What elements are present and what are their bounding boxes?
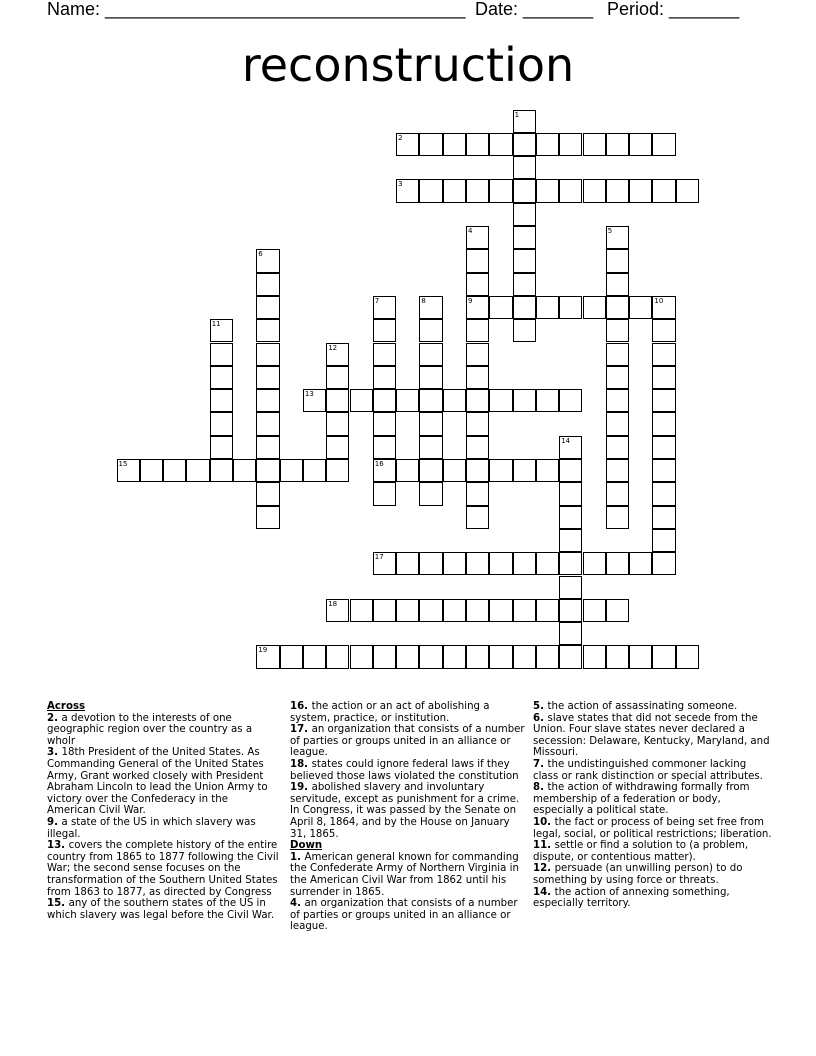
crossword-cell[interactable]: [350, 645, 373, 668]
crossword-cell[interactable]: [513, 552, 536, 575]
clue-number-label: 6: [258, 250, 263, 259]
crossword-cell[interactable]: [629, 645, 652, 668]
crossword-cell[interactable]: [256, 296, 279, 319]
crossword-cell[interactable]: [466, 506, 489, 529]
crossword-cell[interactable]: [373, 482, 396, 505]
crossword-cell[interactable]: [652, 319, 675, 342]
crossword-cell[interactable]: [373, 599, 396, 622]
crossword-cell[interactable]: [443, 645, 466, 668]
crossword-cell[interactable]: [606, 273, 629, 296]
crossword-cell[interactable]: [629, 133, 652, 156]
crossword-cell[interactable]: [466, 645, 489, 668]
crossword-cell[interactable]: [233, 459, 256, 482]
crossword-cell[interactable]: [652, 343, 675, 366]
clue-number-label: 7: [374, 296, 380, 305]
clue-number: 19.: [290, 782, 312, 794]
clue-text: the undistinguished commoner lacking class or rank distinction or special attributes.: [533, 758, 763, 782]
clue-text: American general known for commanding the Confederate Army of Northern Virginia in the American Civil War from 1862 until his surrender in 1865.: [290, 851, 519, 898]
crossword-cell[interactable]: [489, 552, 512, 575]
crossword-cell[interactable]: [559, 552, 582, 575]
crossword-cell[interactable]: [443, 179, 466, 202]
clue-number-label: 4: [468, 227, 473, 235]
across-clue-list-1: [47, 713, 279, 922]
crossword-cell[interactable]: [652, 459, 675, 482]
crossword-cell[interactable]: [606, 179, 629, 202]
crossword-cell[interactable]: [583, 645, 606, 668]
down-clue: [533, 782, 773, 817]
crossword-cell[interactable]: [606, 296, 629, 319]
across-clue: [47, 713, 279, 748]
clue-number-label: 18: [328, 599, 338, 608]
crossword-cell[interactable]: [606, 506, 629, 529]
crossword-cell[interactable]: [419, 319, 442, 342]
clue-text: an organization that consists of a number of parties or groups united in an alliance or league.: [290, 898, 518, 933]
clue-text: a devotion to the interests of one geographic region over the country as a wholr: [47, 712, 253, 747]
crossword-cell[interactable]: [210, 389, 233, 412]
clue-number: 5.: [533, 701, 548, 712]
date-field-label[interactable]: Date: _______: [475, 0, 594, 19]
crossword-cell[interactable]: [466, 389, 489, 412]
across-clue: [290, 782, 525, 840]
crossword-cell[interactable]: [256, 343, 279, 366]
crossword-cell[interactable]: [419, 459, 442, 482]
crossword-cell[interactable]: [559, 296, 582, 319]
crossword-cell[interactable]: [326, 459, 349, 482]
crossword-cell[interactable]: [513, 156, 536, 179]
crossword-cell[interactable]: [559, 459, 582, 482]
crossword-cell[interactable]: [373, 436, 396, 459]
crossword-cell[interactable]: [326, 389, 349, 412]
crossword-cell[interactable]: [606, 599, 629, 622]
crossword-cell[interactable]: [256, 273, 279, 296]
crossword-cell[interactable]: [489, 133, 512, 156]
crossword-cell[interactable]: [606, 552, 629, 575]
crossword-cell[interactable]: [303, 645, 326, 668]
crossword-cell[interactable]: [559, 599, 582, 622]
crossword-cell[interactable]: [466, 366, 489, 389]
clues-column-2: [290, 701, 525, 933]
crossword-cell[interactable]: [466, 459, 489, 482]
crossword-cell[interactable]: [280, 645, 303, 668]
crossword-cell[interactable]: [606, 412, 629, 435]
crossword-cell[interactable]: [606, 389, 629, 412]
clue-number: 4.: [290, 898, 305, 910]
crossword-cell[interactable]: [419, 179, 442, 202]
down-clue-list-2: [533, 701, 773, 910]
crossword-cell[interactable]: [559, 482, 582, 505]
crossword-cell[interactable]: [443, 459, 466, 482]
clue-text: an organization that consists of a number of parties or groups united in an alliance or league.: [290, 724, 525, 759]
crossword-cell[interactable]: [513, 459, 536, 482]
crossword-cell[interactable]: [513, 273, 536, 296]
crossword-cell[interactable]: [373, 366, 396, 389]
crossword-cell[interactable]: [559, 645, 582, 668]
crossword-cell[interactable]: [396, 389, 419, 412]
crossword-cell[interactable]: [466, 273, 489, 296]
clue-text: settle or find a solution to (a problem, dispute, or contentious matter).: [533, 840, 749, 863]
crossword-cell[interactable]: [583, 296, 606, 319]
crossword-cell[interactable]: [652, 482, 675, 505]
crossword-cell[interactable]: [210, 343, 233, 366]
clue-number: 11.: [533, 840, 555, 852]
crossword-cell[interactable]: [513, 296, 536, 319]
crossword-cell[interactable]: [513, 249, 536, 272]
crossword-cell[interactable]: [489, 296, 512, 319]
crossword-cell[interactable]: [466, 412, 489, 435]
clue-number: 9.: [47, 816, 62, 828]
clue-text: 18th President of the United States. As Commanding General of the United States Army, Grant worked closely with President Abraham Lincoln to lead the Union Army to victory over the Confederacy in the American Civil War.: [47, 747, 268, 817]
crossword-cell[interactable]: [489, 179, 512, 202]
across-clue: [47, 840, 279, 898]
crossword-cell[interactable]: [559, 622, 582, 645]
down-clue: [533, 840, 773, 863]
down-clue: [533, 701, 773, 713]
crossword-cell[interactable]: [326, 436, 349, 459]
clue-text: persuade (an unwilling person) to do something by using force or threats.: [533, 863, 743, 886]
clue-number-label: 17: [374, 553, 384, 562]
clue-text: slave states that did not secede from the Union. Four slave states never declared a secession: Delaware, Kentucky, Maryland, and Missouri.: [533, 712, 770, 759]
crossword-cell[interactable]: [676, 645, 699, 668]
clue-number: 6.: [533, 712, 548, 724]
clue-number: 17.: [290, 724, 312, 736]
crossword-cell[interactable]: [256, 319, 279, 342]
crossword-cell[interactable]: [280, 459, 303, 482]
clue-number: 2.: [47, 712, 62, 724]
crossword-cell[interactable]: [489, 389, 512, 412]
crossword-cell[interactable]: [606, 133, 629, 156]
across-heading: Across: [47, 701, 86, 712]
crossword-cell[interactable]: [350, 599, 373, 622]
clue-number: 3.: [47, 747, 62, 759]
crossword-cell[interactable]: [443, 133, 466, 156]
clue-text: covers the complete history of the entire country from 1865 to 1877 following the Civil War; the second sense focuses on the transformation of the Southern United States from 1863 to 1877, as directed by Congress: [47, 840, 279, 898]
crossword-cell[interactable]: [210, 412, 233, 435]
crossword-cell[interactable]: [583, 599, 606, 622]
clue-number: 8.: [533, 782, 548, 794]
crossword-cell[interactable]: [419, 343, 442, 366]
down-clue-list-1: [290, 852, 525, 933]
crossword-cell[interactable]: [140, 459, 163, 482]
down-clue: [290, 852, 525, 898]
crossword-cell[interactable]: [583, 179, 606, 202]
crossword-cell[interactable]: [466, 552, 489, 575]
clue-number-label: 16: [374, 460, 384, 468]
crossword-cell[interactable]: [256, 366, 279, 389]
crossword-cell[interactable]: [396, 552, 419, 575]
across-clue: [290, 701, 525, 724]
clue-number-label: 14: [561, 436, 571, 445]
crossword-cell[interactable]: [419, 412, 442, 435]
crossword-cell[interactable]: [513, 319, 536, 342]
crossword-cell[interactable]: [606, 343, 629, 366]
crossword-cell[interactable]: [326, 645, 349, 668]
crossword-cell[interactable]: [536, 296, 559, 319]
crossword-cell[interactable]: [256, 436, 279, 459]
crossword-cell[interactable]: [629, 552, 652, 575]
crossword-cell[interactable]: [652, 133, 675, 156]
clue-number-label: 1: [514, 110, 520, 119]
clue-text: the action or an act of abolishing a system, practice, or institution.: [290, 701, 490, 724]
crossword-cell[interactable]: [419, 599, 442, 622]
crossword-cell[interactable]: [652, 412, 675, 435]
crossword-cell[interactable]: [419, 436, 442, 459]
down-clue: [533, 759, 773, 782]
clue-text: the action of withdrawing formally from membership of a federation or body, especially a political state.: [533, 782, 750, 817]
crossword-cell[interactable]: [536, 552, 559, 575]
clue-number-label: 5: [607, 227, 613, 235]
crossword-cell[interactable]: [536, 599, 559, 622]
down-clue: [533, 713, 773, 759]
crossword-cell[interactable]: [373, 412, 396, 435]
crossword-cell[interactable]: [489, 645, 512, 668]
clue-number: 14.: [533, 886, 555, 898]
clue-text: states could ignore federal laws if they believed those laws violated the constitution: [290, 758, 519, 782]
crossword-cell[interactable]: [466, 133, 489, 156]
clue-number-label: 2: [398, 133, 403, 142]
clue-number: 16.: [290, 701, 312, 712]
clue-number: 15.: [47, 898, 69, 910]
crossword-cell[interactable]: [419, 645, 442, 668]
crossword-cell[interactable]: [606, 249, 629, 272]
crossword-cell[interactable]: [536, 389, 559, 412]
clue-number: 12.: [533, 863, 555, 875]
crossword-cell[interactable]: [256, 459, 279, 482]
name-field-label[interactable]: Name: ____________________________________: [47, 0, 466, 19]
crossword-cell[interactable]: [583, 552, 606, 575]
clue-number-label: 8: [421, 296, 426, 305]
clue-number-label: 10: [654, 296, 664, 305]
crossword-cell[interactable]: [419, 552, 442, 575]
crossword-cell[interactable]: [466, 249, 489, 272]
down-clue: [533, 817, 773, 840]
crossword-cell[interactable]: [513, 389, 536, 412]
crossword-cell[interactable]: [466, 436, 489, 459]
crossword-cell[interactable]: [583, 133, 606, 156]
crossword-cell[interactable]: [559, 133, 582, 156]
crossword-cell[interactable]: [443, 599, 466, 622]
down-clue: [533, 887, 773, 910]
down-clue: [533, 863, 773, 886]
crossword-cell[interactable]: [210, 366, 233, 389]
crossword-cell[interactable]: [606, 436, 629, 459]
clue-number-label: 12: [328, 343, 338, 352]
crossword-cell[interactable]: [396, 459, 419, 482]
crossword-cell[interactable]: [559, 529, 582, 552]
crossword-cell[interactable]: [373, 319, 396, 342]
clue-number: 1.: [290, 851, 305, 863]
crossword-cell[interactable]: [606, 459, 629, 482]
crossword-cell[interactable]: [559, 506, 582, 529]
clue-text: the action of annexing something, especially territory.: [533, 886, 730, 910]
crossword-cell[interactable]: [536, 645, 559, 668]
crossword-cell[interactable]: [163, 459, 186, 482]
crossword-cell[interactable]: [466, 482, 489, 505]
crossword-cell[interactable]: [419, 389, 442, 412]
crossword-cell[interactable]: [559, 389, 582, 412]
crossword-cell[interactable]: [396, 599, 419, 622]
crossword-cell[interactable]: [559, 576, 582, 599]
crossword-cell[interactable]: [629, 179, 652, 202]
clue-number: 7.: [533, 758, 548, 770]
crossword-cell[interactable]: [419, 482, 442, 505]
clues-column-3: [533, 701, 773, 910]
crossword-cell[interactable]: [373, 343, 396, 366]
crossword-cell[interactable]: [256, 506, 279, 529]
clue-number: 10.: [533, 816, 555, 828]
crossword-cell[interactable]: [536, 133, 559, 156]
clue-text: the action of assassinating someone.: [547, 701, 738, 712]
crossword-cell[interactable]: [419, 133, 442, 156]
crossword-cell[interactable]: [256, 482, 279, 505]
clue-text: the fact or process of being set free from legal, social, or political restrictions; liberation.: [533, 816, 772, 840]
clue-number-label: 11: [211, 320, 221, 329]
crossword-cell[interactable]: [536, 459, 559, 482]
crossword-cell[interactable]: [629, 296, 652, 319]
across-clue: [290, 759, 525, 782]
crossword-cell[interactable]: [326, 366, 349, 389]
clue-number-label: 3: [398, 180, 403, 189]
crossword-cell[interactable]: [326, 412, 349, 435]
crossword-cell[interactable]: [466, 343, 489, 366]
crossword-cell[interactable]: [489, 459, 512, 482]
clue-text: any of the southern states of the US in which slavery was legal before the Civil War.: [47, 898, 275, 921]
crossword-cell[interactable]: [606, 482, 629, 505]
crossword-cell[interactable]: [186, 459, 209, 482]
period-field-label[interactable]: Period: _______: [607, 0, 740, 19]
clue-number: 18.: [290, 758, 312, 770]
crossword-cell[interactable]: [513, 226, 536, 249]
crossword-cell[interactable]: [652, 529, 675, 552]
across-clue-list-2: [290, 701, 525, 840]
crossword-cell[interactable]: [256, 389, 279, 412]
clue-number-label: 19: [258, 646, 268, 655]
across-clue: [47, 747, 279, 817]
crossword-cell[interactable]: [303, 459, 326, 482]
crossword-cell[interactable]: [652, 506, 675, 529]
crossword-cell[interactable]: [256, 412, 279, 435]
crossword-cell[interactable]: [652, 366, 675, 389]
puzzle-title: reconstruction: [241, 38, 575, 92]
crossword-cell[interactable]: [396, 645, 419, 668]
crossword-cell[interactable]: [443, 389, 466, 412]
crossword-cell[interactable]: [513, 179, 536, 202]
crossword-cell[interactable]: [443, 552, 466, 575]
clue-number-label: 13: [304, 390, 314, 399]
crossword-cell[interactable]: [536, 179, 559, 202]
clue-number-label: 9: [468, 296, 473, 305]
across-clue: [47, 898, 279, 921]
clue-text: a state of the US in which slavery was illegal.: [47, 816, 256, 840]
crossword-cell[interactable]: [466, 319, 489, 342]
clue-number: 13.: [47, 840, 69, 852]
down-clue: [290, 898, 525, 933]
crossword-cell[interactable]: [513, 133, 536, 156]
clue-number-label: 15: [118, 460, 128, 468]
crossword-cell[interactable]: [350, 389, 373, 412]
crossword-cell[interactable]: [466, 179, 489, 202]
crossword-cell[interactable]: [652, 552, 675, 575]
crossword-cell[interactable]: [676, 179, 699, 202]
crossword-cell[interactable]: [652, 179, 675, 202]
crossword-cell[interactable]: [606, 319, 629, 342]
crossword-cell[interactable]: [466, 599, 489, 622]
clue-text: abolished slavery and involuntary servitude, except as punishment for a crime. In Congress, it was passed by the Senate on April 8, 1864, and by the House on January 31, 1865.: [290, 782, 520, 840]
crossword-cell[interactable]: [652, 389, 675, 412]
across-clue: [290, 724, 525, 759]
crossword-cell[interactable]: [210, 436, 233, 459]
crossword-cell[interactable]: [373, 645, 396, 668]
crossword-cell[interactable]: [513, 645, 536, 668]
crossword-cell[interactable]: [513, 599, 536, 622]
crossword-cell[interactable]: [606, 366, 629, 389]
crossword-cell[interactable]: [210, 459, 233, 482]
down-heading: Down: [290, 840, 323, 852]
crossword-cell[interactable]: [606, 645, 629, 668]
crossword-cell[interactable]: [373, 389, 396, 412]
crossword-cell[interactable]: [513, 203, 536, 226]
crossword-cell[interactable]: [419, 366, 442, 389]
crossword-cell[interactable]: [652, 436, 675, 459]
across-clue: [47, 817, 279, 840]
crossword-cell[interactable]: [489, 599, 512, 622]
crossword-cell[interactable]: [652, 645, 675, 668]
clues-column-1: [47, 701, 279, 921]
crossword-cell[interactable]: [559, 179, 582, 202]
